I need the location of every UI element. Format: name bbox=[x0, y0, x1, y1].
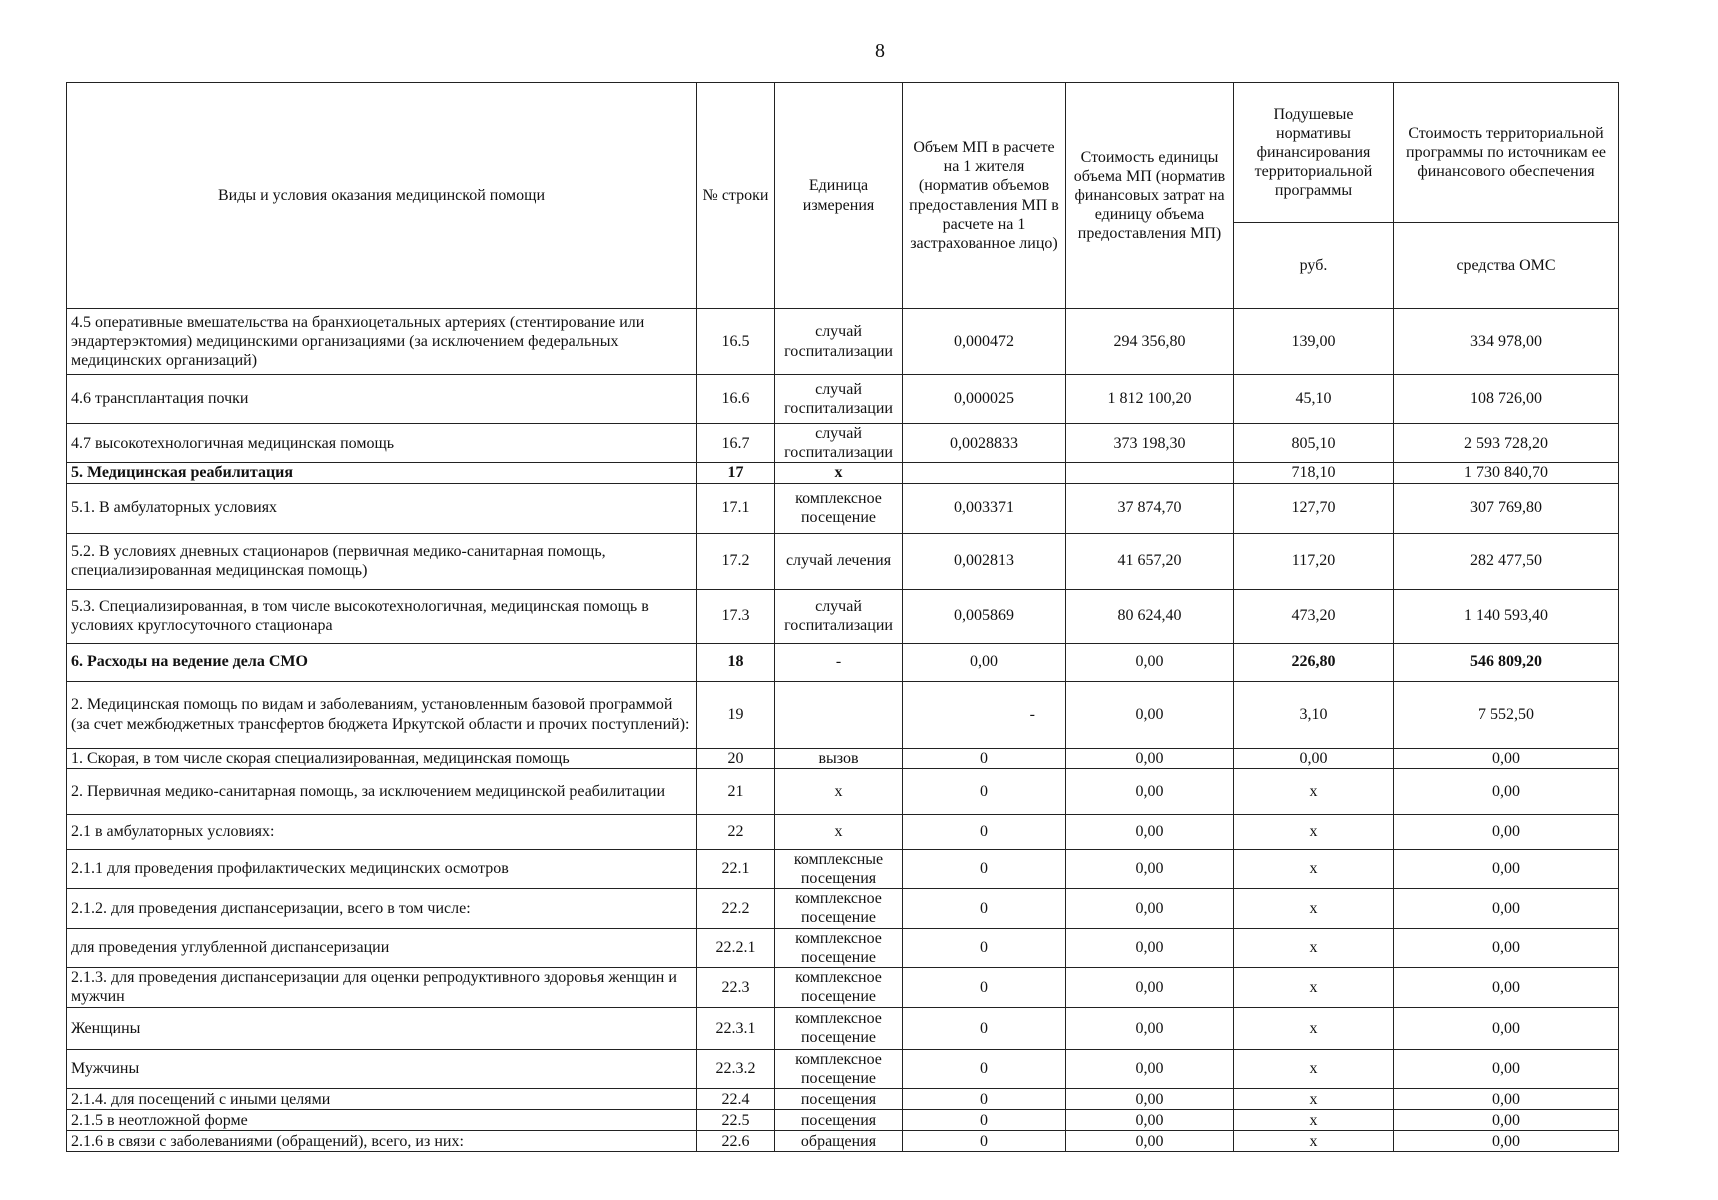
row-line: 20 bbox=[697, 748, 775, 768]
row-unit: комплексное посещение bbox=[775, 889, 903, 928]
row-volume: 0,005869 bbox=[903, 589, 1066, 643]
row-norm: х bbox=[1234, 1110, 1394, 1131]
table-row bbox=[67, 483, 1619, 533]
header-kind: Виды и условия оказания медицинской помощи bbox=[67, 83, 697, 309]
row-total: 546 809,20 bbox=[1394, 643, 1619, 681]
row-line: 22.1 bbox=[697, 849, 775, 888]
row-line: 22.3.2 bbox=[697, 1049, 775, 1088]
row-volume: 0 bbox=[903, 967, 1066, 1007]
row-unit: случай госпитализации bbox=[775, 309, 903, 375]
row-line: 17.2 bbox=[697, 533, 775, 589]
row-volume: 0,0028833 bbox=[903, 424, 1066, 463]
row-line: 22.2.1 bbox=[697, 928, 775, 967]
row-name: 2.1.2. для проведения диспансеризации, всего в том числе: bbox=[67, 889, 697, 928]
row-cost: 80 624,40 bbox=[1066, 589, 1234, 643]
row-unit: комплексное посещение bbox=[775, 928, 903, 967]
row-total: 0,00 bbox=[1394, 768, 1619, 814]
row-unit: комплексное посещение bbox=[775, 1049, 903, 1088]
row-name: 4.5 оперативные вмешательства на бранхиоцетальных артериях (стентирование или эндартерэктомия) медицинскими организациями (за исключением федеральных медицинских организаций) bbox=[67, 309, 697, 375]
row-norm: х bbox=[1234, 849, 1394, 888]
table-row bbox=[67, 967, 1619, 1007]
row-volume: - bbox=[903, 681, 1066, 748]
table-row bbox=[67, 768, 1619, 814]
row-unit: случай госпитализации bbox=[775, 424, 903, 463]
row-name: 2.1.4. для посещений с иными целями bbox=[67, 1089, 697, 1110]
row-unit: х bbox=[775, 814, 903, 849]
row-line: 19 bbox=[697, 681, 775, 748]
table-row bbox=[67, 928, 1619, 967]
row-total: 1 730 840,70 bbox=[1394, 463, 1619, 483]
row-cost: 0,00 bbox=[1066, 928, 1234, 967]
row-line: 16.7 bbox=[697, 424, 775, 463]
row-volume: 0 bbox=[903, 748, 1066, 768]
header-per-capita: Подушевые нормативы финансирования территориальной программы bbox=[1234, 83, 1394, 223]
row-cost: 294 356,80 bbox=[1066, 309, 1234, 375]
table-row bbox=[67, 748, 1619, 768]
row-total: 108 726,00 bbox=[1394, 375, 1619, 424]
row-cost: 0,00 bbox=[1066, 814, 1234, 849]
header-volume: Объем МП в расчете на 1 жителя (норматив объемов предоставления МП в расчете на 1 застрахованное лицо) bbox=[903, 83, 1066, 309]
row-volume: 0 bbox=[903, 1049, 1066, 1088]
row-unit: вызов bbox=[775, 748, 903, 768]
row-volume: 0 bbox=[903, 814, 1066, 849]
row-unit: обращения bbox=[775, 1131, 903, 1152]
row-cost: 0,00 bbox=[1066, 849, 1234, 888]
row-norm: х bbox=[1234, 1007, 1394, 1049]
header-oms: средства ОМС bbox=[1394, 223, 1619, 309]
table-row bbox=[67, 681, 1619, 748]
row-norm: 139,00 bbox=[1234, 309, 1394, 375]
row-unit: комплексные посещения bbox=[775, 849, 903, 888]
row-total: 282 477,50 bbox=[1394, 533, 1619, 589]
table-row bbox=[67, 1089, 1619, 1110]
table-row bbox=[67, 1049, 1619, 1088]
row-norm: х bbox=[1234, 967, 1394, 1007]
row-total: 0,00 bbox=[1394, 928, 1619, 967]
row-volume: 0 bbox=[903, 1007, 1066, 1049]
row-name: 5.3. Специализированная, в том числе высокотехнологичная, медицинская помощь в условиях круглосуточного стационара bbox=[67, 589, 697, 643]
row-line: 22.2 bbox=[697, 889, 775, 928]
row-unit: х bbox=[775, 768, 903, 814]
header-unit: Единица измерения bbox=[775, 83, 903, 309]
row-name: 1. Скорая, в том числе скорая специализированная, медицинская помощь bbox=[67, 748, 697, 768]
row-cost: 0,00 bbox=[1066, 1049, 1234, 1088]
row-volume: 0 bbox=[903, 928, 1066, 967]
table-row bbox=[67, 1007, 1619, 1049]
financing-table bbox=[66, 82, 1619, 1152]
row-total: 0,00 bbox=[1394, 1049, 1619, 1088]
row-unit: случай госпитализации bbox=[775, 375, 903, 424]
row-total: 0,00 bbox=[1394, 814, 1619, 849]
row-norm: 117,20 bbox=[1234, 533, 1394, 589]
row-unit: случай госпитализации bbox=[775, 589, 903, 643]
row-line: 22.4 bbox=[697, 1089, 775, 1110]
row-norm: х bbox=[1234, 1049, 1394, 1088]
row-unit: посещения bbox=[775, 1089, 903, 1110]
row-unit: посещения bbox=[775, 1110, 903, 1131]
row-cost bbox=[1066, 463, 1234, 483]
row-name: 4.6 трансплантация почки bbox=[67, 375, 697, 424]
row-name: 2. Медицинская помощь по видам и заболеваниям, установленным базовой программой (за счет межбюджетных трансфертов бюджета Иркутской области и прочих поступлений): bbox=[67, 681, 697, 748]
row-cost: 0,00 bbox=[1066, 1110, 1234, 1131]
row-name: 2.1.6 в связи с заболеваниями (обращений), всего, из них: bbox=[67, 1131, 697, 1152]
row-name: 5.2. В условиях дневных стационаров (первичная медико-санитарная помощь, специализированная медицинская помощь) bbox=[67, 533, 697, 589]
row-cost: 373 198,30 bbox=[1066, 424, 1234, 463]
table-row bbox=[67, 643, 1619, 681]
row-unit: комплексное посещение bbox=[775, 483, 903, 533]
row-line: 22 bbox=[697, 814, 775, 849]
row-cost: 0,00 bbox=[1066, 967, 1234, 1007]
row-cost: 1 812 100,20 bbox=[1066, 375, 1234, 424]
row-total: 0,00 bbox=[1394, 967, 1619, 1007]
row-total: 2 593 728,20 bbox=[1394, 424, 1619, 463]
row-name: 2. Первичная медико-санитарная помощь, за исключением медицинской реабилитации bbox=[67, 768, 697, 814]
row-unit: случай лечения bbox=[775, 533, 903, 589]
table-row bbox=[67, 533, 1619, 589]
row-line: 16.5 bbox=[697, 309, 775, 375]
row-cost: 0,00 bbox=[1066, 1089, 1234, 1110]
row-norm: х bbox=[1234, 889, 1394, 928]
row-norm: 0,00 bbox=[1234, 748, 1394, 768]
row-name: для проведения углубленной диспансеризации bbox=[67, 928, 697, 967]
table-row bbox=[67, 309, 1619, 375]
row-unit: х bbox=[775, 463, 903, 483]
table-row bbox=[67, 849, 1619, 888]
row-volume: 0 bbox=[903, 768, 1066, 814]
table-row bbox=[67, 589, 1619, 643]
row-name: 2.1.5 в неотложной форме bbox=[67, 1110, 697, 1131]
row-cost: 0,00 bbox=[1066, 681, 1234, 748]
row-unit: комплексное посещение bbox=[775, 967, 903, 1007]
row-norm: 127,70 bbox=[1234, 483, 1394, 533]
header-rub: руб. bbox=[1234, 223, 1394, 309]
row-volume: 0 bbox=[903, 1110, 1066, 1131]
row-name: 2.1.3. для проведения диспансеризации для оценки репродуктивного здоровья женщин и мужчин bbox=[67, 967, 697, 1007]
row-name: 2.1 в амбулаторных условиях: bbox=[67, 814, 697, 849]
row-volume: 0,002813 bbox=[903, 533, 1066, 589]
row-norm: х bbox=[1234, 814, 1394, 849]
row-line: 22.5 bbox=[697, 1110, 775, 1131]
row-name: Мужчины bbox=[67, 1049, 697, 1088]
row-norm: х bbox=[1234, 1089, 1394, 1110]
row-cost: 41 657,20 bbox=[1066, 533, 1234, 589]
row-name: 5. Медицинская реабилитация bbox=[67, 463, 697, 483]
row-volume: 0 bbox=[903, 849, 1066, 888]
header-program-cost: Стоимость территориальной программы по источникам ее финансового обеспечения bbox=[1394, 83, 1619, 223]
row-total: 7 552,50 bbox=[1394, 681, 1619, 748]
row-volume: 0,000025 bbox=[903, 375, 1066, 424]
row-cost: 37 874,70 bbox=[1066, 483, 1234, 533]
row-volume: 0 bbox=[903, 889, 1066, 928]
row-unit: - bbox=[775, 643, 903, 681]
row-name: 2.1.1 для проведения профилактических медицинских осмотров bbox=[67, 849, 697, 888]
row-volume: 0,000472 bbox=[903, 309, 1066, 375]
row-total: 0,00 bbox=[1394, 1131, 1619, 1152]
row-cost: 0,00 bbox=[1066, 748, 1234, 768]
row-line: 16.6 bbox=[697, 375, 775, 424]
row-norm: 718,10 bbox=[1234, 463, 1394, 483]
row-total: 0,00 bbox=[1394, 1110, 1619, 1131]
row-line: 17 bbox=[697, 463, 775, 483]
table-row bbox=[67, 1131, 1619, 1152]
table-row bbox=[67, 375, 1619, 424]
row-norm: 473,20 bbox=[1234, 589, 1394, 643]
row-norm: 805,10 bbox=[1234, 424, 1394, 463]
row-cost: 0,00 bbox=[1066, 889, 1234, 928]
row-line: 22.6 bbox=[697, 1131, 775, 1152]
table-row bbox=[67, 424, 1619, 463]
row-name: Женщины bbox=[67, 1007, 697, 1049]
row-line: 17.1 bbox=[697, 483, 775, 533]
row-line: 22.3.1 bbox=[697, 1007, 775, 1049]
row-norm: 45,10 bbox=[1234, 375, 1394, 424]
row-cost: 0,00 bbox=[1066, 643, 1234, 681]
row-norm: х bbox=[1234, 928, 1394, 967]
row-cost: 0,00 bbox=[1066, 1131, 1234, 1152]
row-volume: 0 bbox=[903, 1089, 1066, 1110]
table-row bbox=[67, 814, 1619, 849]
row-volume: 0,003371 bbox=[903, 483, 1066, 533]
row-total: 0,00 bbox=[1394, 889, 1619, 928]
row-norm: х bbox=[1234, 768, 1394, 814]
row-cost: 0,00 bbox=[1066, 768, 1234, 814]
row-norm: 226,80 bbox=[1234, 643, 1394, 681]
table-row bbox=[67, 1110, 1619, 1131]
row-total: 1 140 593,40 bbox=[1394, 589, 1619, 643]
row-line: 18 bbox=[697, 643, 775, 681]
row-name: 5.1. В амбулаторных условиях bbox=[67, 483, 697, 533]
header-line-number: № строки bbox=[697, 83, 775, 309]
row-norm: х bbox=[1234, 1131, 1394, 1152]
page-number: 8 bbox=[875, 40, 885, 62]
row-norm: 3,10 bbox=[1234, 681, 1394, 748]
row-total: 0,00 bbox=[1394, 748, 1619, 768]
row-name: 4.7 высокотехнологичная медицинская помощь bbox=[67, 424, 697, 463]
header-unit-cost: Стоимость единицы объема МП (норматив финансовых затрат на единицу объема предоставления МП) bbox=[1066, 83, 1234, 309]
row-total: 0,00 bbox=[1394, 849, 1619, 888]
table-row bbox=[67, 889, 1619, 928]
row-total: 307 769,80 bbox=[1394, 483, 1619, 533]
row-name: 6. Расходы на ведение дела СМО bbox=[67, 643, 697, 681]
row-volume: 0 bbox=[903, 1131, 1066, 1152]
row-line: 21 bbox=[697, 768, 775, 814]
table-row bbox=[67, 463, 1619, 483]
row-volume: 0,00 bbox=[903, 643, 1066, 681]
row-line: 22.3 bbox=[697, 967, 775, 1007]
row-cost: 0,00 bbox=[1066, 1007, 1234, 1049]
row-unit: комплексное посещение bbox=[775, 1007, 903, 1049]
row-line: 17.3 bbox=[697, 589, 775, 643]
row-total: 0,00 bbox=[1394, 1007, 1619, 1049]
row-total: 334 978,00 bbox=[1394, 309, 1619, 375]
row-unit bbox=[775, 681, 903, 748]
row-volume bbox=[903, 463, 1066, 483]
row-total: 0,00 bbox=[1394, 1089, 1619, 1110]
